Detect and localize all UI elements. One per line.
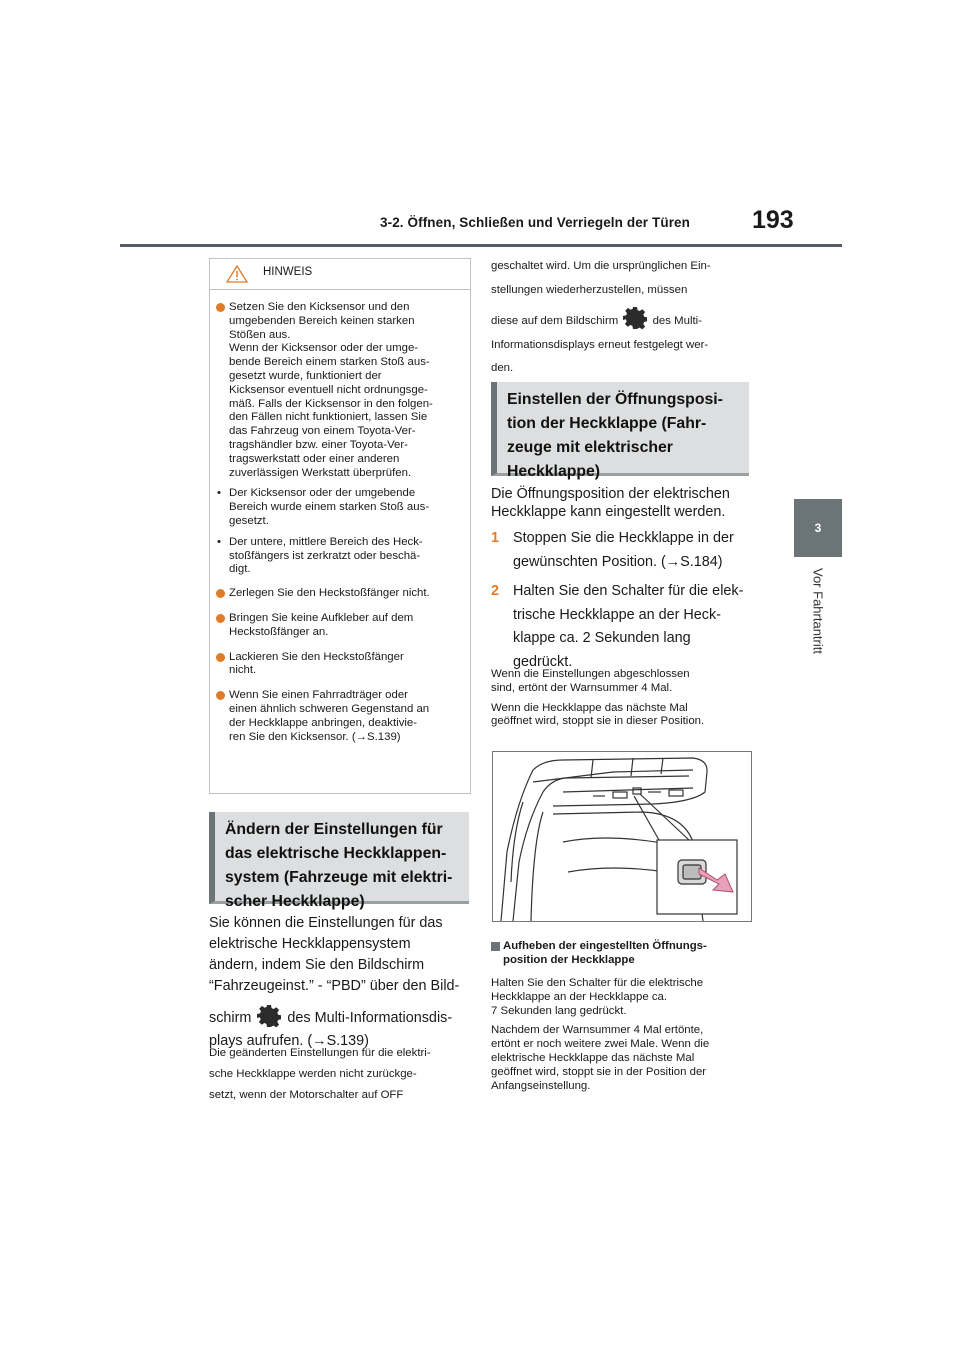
line: Heckklappe an der Heckklappe ca. — [491, 990, 668, 1003]
note-item — [216, 651, 462, 679]
note-heading: HINWEIS — [263, 266, 313, 278]
line: Wenn der Kicksensor oder der umge- — [229, 342, 419, 355]
line: ändern, indem Sie den Bildschirm — [209, 957, 425, 973]
line-with-icon — [209, 1004, 471, 1029]
sub-bullet: • — [217, 535, 221, 548]
line: Bringen Sie keine Aufkleber auf dem — [229, 611, 414, 624]
line: das Fahrzeug von einem Toyota-Ver- — [229, 425, 416, 438]
line: gewünschten Position. (→S.184) — [513, 553, 723, 570]
line: Bereich wurde einem starken Stoß aus- — [229, 501, 430, 514]
heading-line: das elektrische Heckklappen- — [225, 845, 447, 862]
line: stoßfängers ist zerkratzt oder beschä- — [229, 549, 421, 562]
line: stellungen wiederherzustellen, müssen — [491, 283, 688, 296]
section-heading-settings — [209, 812, 469, 910]
paragraph — [491, 1024, 753, 1093]
bullet-dot-icon — [216, 589, 225, 598]
step-item — [491, 527, 753, 574]
opening-position-notes — [491, 668, 753, 735]
step-number: 2 — [491, 583, 500, 600]
line: plays aufrufen. (→S.139) — [209, 1033, 369, 1049]
line: Stößen aus. — [229, 328, 291, 341]
line: sche Heckklappe werden nicht zurückge- — [209, 1068, 417, 1080]
line: Wenn die Heckklappe das nächste Mal — [491, 701, 688, 714]
line: Setzen Sie den Kicksensor und den — [229, 301, 410, 313]
line: einen ähnlich schweren Gegenstand an — [229, 702, 430, 715]
line: Sie können die Einstellungen für das — [209, 915, 443, 931]
section-heading-opening-position — [491, 382, 749, 480]
line: geschaltet wird. Um die ursprünglichen Ein- — [491, 260, 711, 272]
warning-icon — [226, 265, 248, 283]
line: gesetzt. — [229, 514, 269, 527]
bullet-dot-icon — [216, 653, 225, 662]
line: setzt, wenn der Motorschalter auf OFF — [209, 1089, 404, 1101]
heading-line: Ändern der Einstellungen für — [225, 821, 443, 838]
line: den Fällen nicht funktioniert, lassen Sie — [229, 411, 428, 424]
line: Die Öffnungsposition der elektrischen — [491, 486, 730, 502]
page-number: 193 — [752, 206, 794, 234]
line: Anfangseinstellung. — [491, 1079, 591, 1092]
line: tragswerkstatt oder einer anderen — [229, 452, 400, 465]
line: Wenn Sie einen Fahrradträger oder — [229, 689, 408, 702]
header-rule — [120, 244, 842, 247]
subsection-body — [491, 977, 753, 1099]
note-item — [216, 689, 462, 744]
line: bende Bereich einem starken Stoß aus- — [229, 356, 430, 369]
gear-icon — [257, 1004, 281, 1028]
chapter-title-text: Vor Fahrtantritt — [810, 568, 826, 654]
line: Kicksensor eventuell nicht ordnungsge- — [229, 383, 428, 396]
chapter-tab: 3 — [794, 499, 842, 557]
line: Zerlegen Sie den Heckstoßfänger nicht. — [229, 587, 430, 600]
settings-paragraph — [209, 913, 471, 1052]
text: des Multi-Informationsdis- — [287, 1010, 453, 1026]
line: ren Sie den Kicksensor. (→S.139) — [229, 730, 401, 743]
note-paragraph — [491, 702, 753, 730]
line: Heckklappe kann eingestellt werden. — [491, 504, 726, 520]
line: Stoppen Sie die Heckklappe in der — [513, 530, 734, 546]
note-subitem — [216, 487, 462, 528]
line: mäß. Falls der Kicksensor in den folgen- — [229, 397, 433, 410]
settings-note — [209, 1043, 471, 1106]
line: Halten Sie den Schalter für die elektrische — [491, 977, 704, 989]
note-item — [216, 301, 462, 480]
line: Heckstoßfänger an. — [229, 625, 329, 638]
line: trische Heckklappe an der Heck- — [513, 606, 721, 623]
step-item — [491, 580, 753, 674]
subsection-heading — [491, 940, 753, 968]
line: Nachdem der Warnsummer 4 Mal ertönte, — [491, 1024, 704, 1037]
tailgate-drawing — [493, 752, 751, 921]
line: der Heckklappe anbringen, deaktivie- — [229, 716, 418, 729]
line: Halten Sie den Schalter für die elek- — [513, 583, 744, 600]
line: geöffnet wird, stoppt sie in dieser Position. — [491, 715, 705, 728]
opening-position-body — [491, 485, 753, 675]
line: 7 Sekunden lang gedrückt. — [491, 1004, 627, 1017]
running-head: 3-2. Öffnen, Schließen und Verriegeln der Türen — [380, 215, 691, 230]
heading-line: Heckklappe) — [507, 463, 601, 480]
note-box — [209, 258, 471, 794]
text: des Multi- — [652, 315, 702, 328]
line: Der untere, mittlere Bereich des Heck- — [229, 535, 423, 548]
step-number: 1 — [491, 530, 500, 546]
line-with-icon — [491, 306, 751, 334]
line: zuverlässigen Werkstatt überprüfen. — [229, 466, 412, 479]
heading-line: scher Heckklappe) — [225, 893, 365, 910]
line: ertönt er noch weitere zwei Male. Wenn die — [491, 1038, 710, 1051]
line: Informationsdisplays erneut festgelegt wer- — [491, 338, 709, 351]
gear-icon — [623, 306, 647, 330]
line: sind, ertönt der Warnsummer 4 Mal. — [491, 681, 673, 694]
line: digt. — [229, 563, 251, 576]
note-paragraph — [491, 668, 753, 696]
note-item — [216, 612, 462, 640]
heading-line: zeuge mit elektrischer — [507, 439, 673, 456]
line: den. — [491, 362, 514, 375]
heading-line: system (Fahrzeuge mit elektri- — [225, 869, 453, 886]
line: Lackieren Sie den Heckstoßfänger — [229, 650, 404, 663]
line: elektrische Heckklappe das nächste Mal — [491, 1051, 695, 1064]
line: Die geänderten Einstellungen für die elektri- — [209, 1047, 431, 1059]
bullet-dot-icon — [216, 303, 225, 312]
note-subitem — [216, 536, 462, 577]
line: gedrückt. — [513, 653, 573, 670]
line: elektrische Heckklappensystem — [209, 936, 411, 952]
heading-line: position der Heckklappe — [503, 953, 635, 966]
line: “Fahrzeugeinst.” - “PBD” über den Bild- — [209, 978, 460, 994]
line: umgebenden Bereich keinen starken — [229, 314, 415, 327]
heading-line: Einstellen der Öffnungsposi- — [507, 391, 723, 408]
line: nicht. — [229, 664, 257, 677]
text: schirm — [209, 1010, 252, 1026]
note-body — [210, 290, 470, 744]
tailgate-illustration — [492, 751, 752, 922]
text: diese auf dem Bildschirm — [491, 315, 619, 328]
note-item — [216, 587, 462, 601]
note-header — [210, 259, 470, 290]
chapter-title — [778, 568, 858, 668]
paragraph — [491, 977, 753, 1018]
heading-line: Aufheben der eingestellten Öffnungs- — [503, 940, 707, 952]
sub-bullet: • — [217, 487, 221, 500]
bullet-dot-icon — [216, 614, 225, 623]
line: klappe ca. 2 Sekunden lang — [513, 630, 691, 647]
line: Der Kicksensor oder der umgebende — [229, 487, 416, 500]
heading-line: tion der Heckklappe (Fahr- — [507, 415, 707, 432]
line: geöffnet wird, stoppt sie in der Position der — [491, 1065, 707, 1078]
settings-note-continued — [491, 255, 751, 381]
square-bullet-icon — [491, 942, 500, 951]
line: tragshändler bzw. einer Toyota-Ver- — [229, 438, 408, 451]
line: gesetzt wurde, funktioniert der — [229, 369, 382, 382]
line: Wenn die Einstellungen abgeschlossen — [491, 668, 690, 680]
bullet-dot-icon — [216, 691, 225, 700]
